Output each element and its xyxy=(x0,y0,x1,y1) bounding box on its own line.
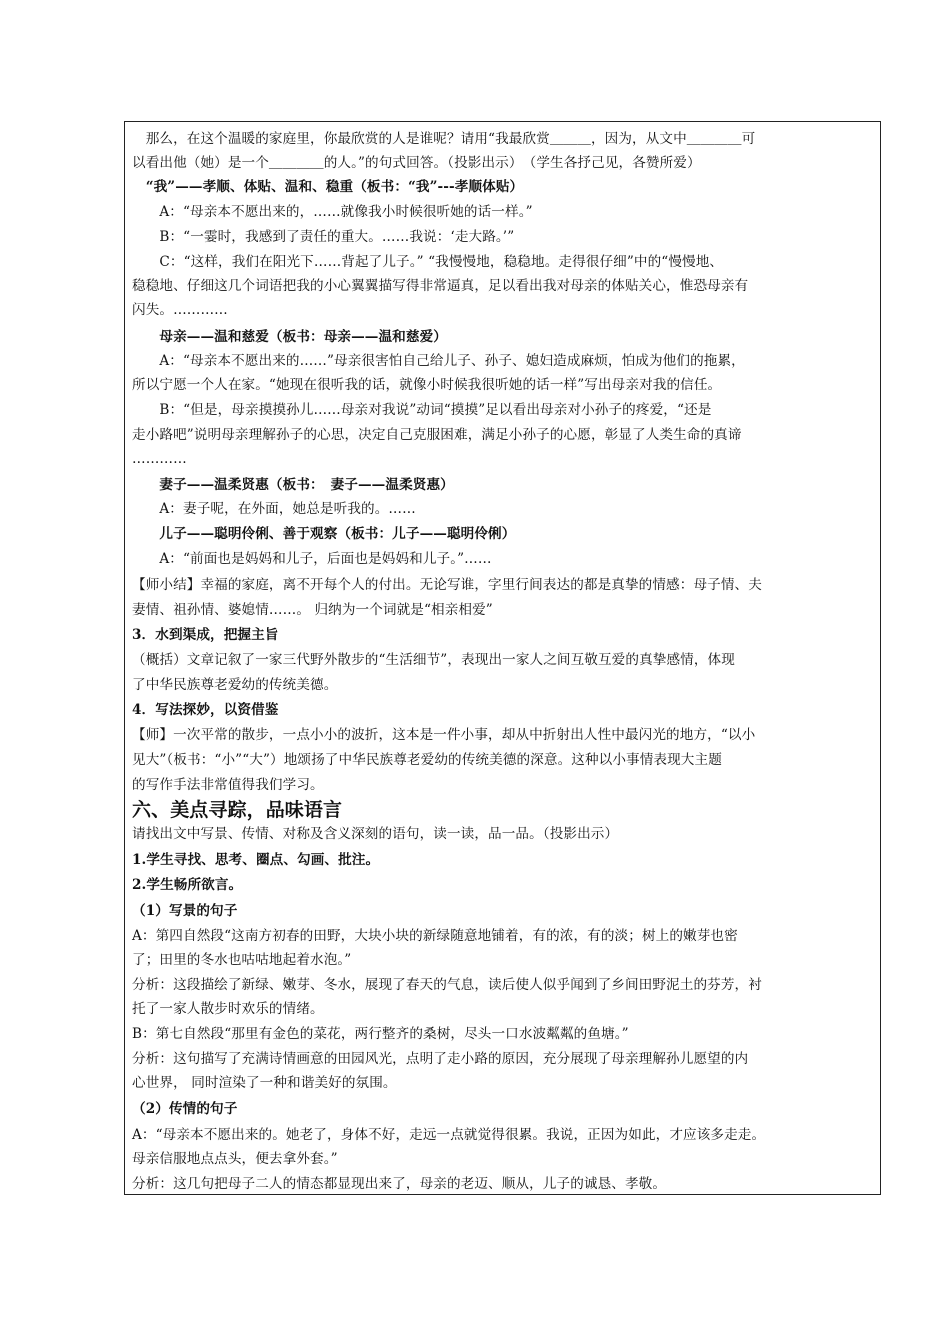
heading-wife: 妻子——温柔贤惠（板书： 妻子——温柔贤惠） xyxy=(132,477,454,493)
analysis-line: 分析：这几句把母子二人的情态都显现出来了，母亲的老迈、顺从，儿子的诚恳、孝敬。 xyxy=(132,1176,667,1192)
step-2: 2.学生畅所欲言。 xyxy=(132,877,243,893)
quote-line: B：第七自然段“那里有金色的菜花，两行整齐的桑树，尽头一口水波粼粼的鱼塘。” xyxy=(132,1026,629,1042)
paragraph-line: 妻情、祖孙情、婆媳情……。 归纳为一个词就是“相亲相爱” xyxy=(132,602,493,618)
paragraph-line: 稳稳地、仔细这几个词语把我的小心翼翼描写得非常逼真，足以看出我对母亲的体贴关心，惟恐母亲有 xyxy=(132,278,749,294)
analysis-line: 分析：这句描写了充满诗情画意的田园风光，点明了走小路的原因，充分展现了母亲理解孙儿愿望的内 xyxy=(132,1051,749,1067)
teacher-summary: 【师小结】幸福的家庭，离不开每个人的付出。无论写谁，字里行间表达的都是真挚的情感：母子情、夫 xyxy=(132,577,762,593)
question-line-2: 以看出他（她）是一个＿＿＿＿的人。”的句式回答。（投影出示） （学生各抒己见，各赞所爱） xyxy=(132,155,701,171)
paragraph-line: 闪失。………… xyxy=(132,302,228,318)
paragraph-line: ………… xyxy=(132,451,187,467)
paragraph-line: （概括）文章记叙了一家三代野外散步的“生活细节”，表现出一家人之间互敬互爱的真挚感情，体现 xyxy=(132,652,735,668)
paragraph-line: B：“但是，母亲摸摸孙儿……母亲对我说”动词“摸摸”足以看出母亲对小孙子的疼爱，“还是 xyxy=(132,402,712,418)
paragraph-line: 所以宁愿一个人在家。“她现在很听我的话，就像小时候我很听她的话一样”写出母亲对我的信任。 xyxy=(132,377,722,393)
paragraph-line: A：“母亲本不愿出来的，……就像我小时候很听她的话一样。” xyxy=(132,204,533,220)
paragraph-line: 请找出文中写景、传情、对称及含义深刻的语句，读一读，品一品。（投影出示） xyxy=(132,826,619,842)
paragraph-line: 托了一家人散步时欢乐的情绪。 xyxy=(132,1001,324,1017)
heading-wo: “我”——孝顺、体贴、温和、稳重（板书：“我”---孝顺体贴） xyxy=(132,179,524,195)
heading-mother: 母亲——温和慈爱（板书：母亲——温和慈爱） xyxy=(132,329,447,345)
paragraph-line: 走小路吧”说明母亲理解孙子的心思，决定自己克服困难，满足小孙子的心愿，彰显了人类生命的真谛 xyxy=(132,427,742,443)
step-1: 1.学生寻找、思考、圈点、勾画、批注。 xyxy=(132,852,380,868)
quote-line: 母亲信服地点点头，便去拿外套。” xyxy=(132,1151,338,1167)
paragraph-line: B：“一霎时，我感到了责任的重大。……我说：‘走大路。’” xyxy=(132,229,515,245)
analysis-line: 分析：这段描绘了新绿、嫩芽、冬水，展现了春天的气息，读后使人似乎闻到了乡间田野泥土的芬芳，衬 xyxy=(132,977,762,993)
paragraph-line: A：“前面也是妈妈和儿子，后面也是妈妈和儿子。”…… xyxy=(132,551,492,567)
question-line-1: 那么，在这个温暖的家庭里，你最欣赏的人是谁呢？请用“我最欣赏＿＿＿，因为，从文中＿＿＿＿可 xyxy=(132,131,756,147)
heading-son: 儿子——聪明伶俐、善于观察（板书：儿子——聪明伶俐） xyxy=(132,526,516,542)
quote-line: A：“母亲本不愿出来的。她老了，身体不好，走远一点就觉得很累。我说，正因为如此，才应该多走走。 xyxy=(132,1127,766,1143)
section-heading-4: 4．写法探妙，以资借鉴 xyxy=(132,702,279,718)
paragraph-line: A：妻子呢，在外面，她总是听我的。…… xyxy=(132,501,416,517)
paragraph-line: 见大”（板书：“小”“大”）地颂扬了中华民族尊老爱幼的传统美德的深意。这种以小事情表现大主题 xyxy=(132,752,722,768)
quote-line: 了；田里的冬水也咕咕地起着水泡。” xyxy=(132,952,352,968)
paragraph-line: 了中华民族尊老爱幼的传统美德。 xyxy=(132,677,338,693)
paragraph-line: 【师】一次平常的散步，一点小小的波折，这本是一件小事，却从中折射出人性中最闪光的地方，“以小 xyxy=(132,727,756,743)
section-title-six: 六、美点寻踪，品味语言 xyxy=(132,799,343,821)
paragraph-line: C：“这样，我们在阳光下……背起了儿子。” “我慢慢地，稳稳地。走得很仔细”中的“慢慢地、 xyxy=(132,254,724,270)
subheading-emotion: （2）传情的句子 xyxy=(132,1101,238,1117)
subheading-scenery: （1）写景的句子 xyxy=(132,903,238,919)
section-heading-3: 3．水到渠成，把握主旨 xyxy=(132,627,279,643)
quote-line: A：第四自然段“这南方初春的田野，大块小块的新绿随意地铺着，有的浓，有的淡；树上的嫩芽也密 xyxy=(132,928,738,944)
paragraph-line: A：“母亲本不愿出来的……”母亲很害怕自己给儿子、孙子、媳妇造成麻烦，怕成为他们的拖累， xyxy=(132,353,745,369)
paragraph-line: 心世界， 同时渲染了一种和谐美好的氛围。 xyxy=(132,1075,397,1091)
paragraph-line: 的写作手法非常值得我们学习。 xyxy=(132,777,324,793)
